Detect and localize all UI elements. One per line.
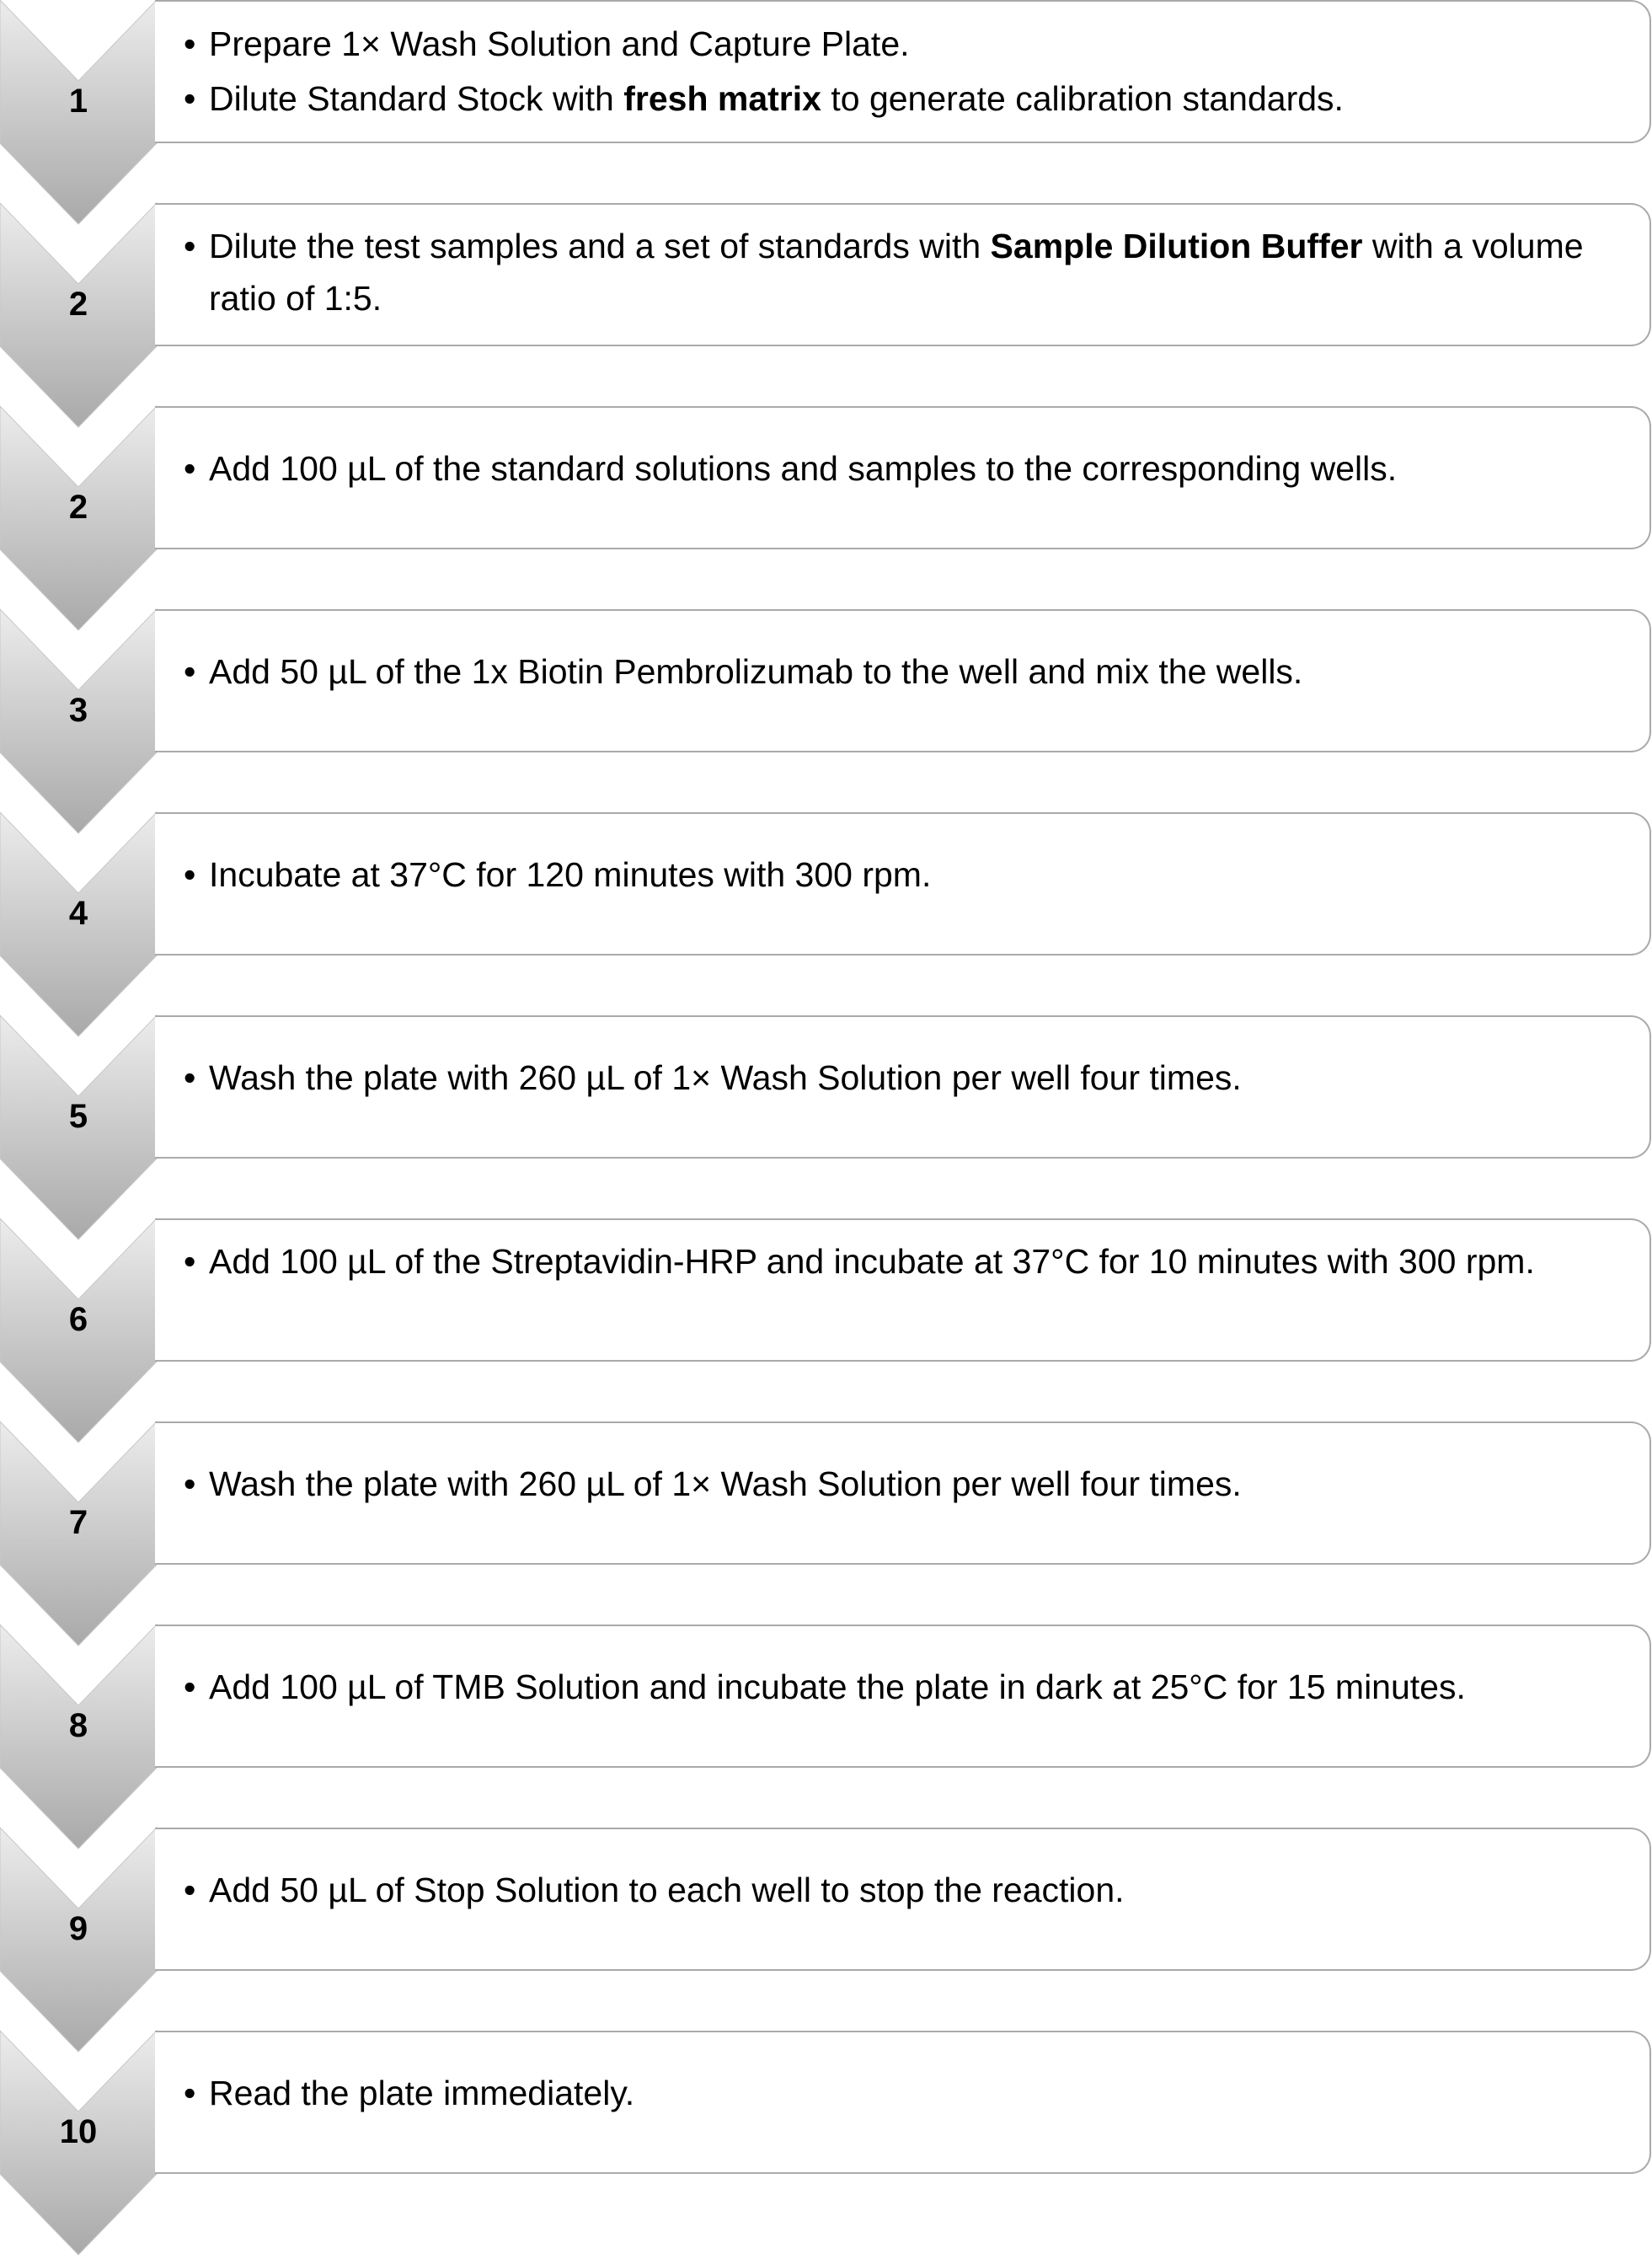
flow-step <box>0 1625 1652 1828</box>
flow-step <box>0 0 1652 203</box>
step-box <box>155 1015 1651 1159</box>
bullet-list <box>182 442 1624 496</box>
bullet-text: Add 100 µL of the Streptavidin-HRP and incubate at 37°C for 10 minutes with 300 rpm. <box>209 1242 1535 1281</box>
flow-step <box>0 406 1652 609</box>
flow-step <box>0 609 1652 812</box>
step-number: 2 <box>68 286 88 323</box>
bullet-list <box>182 645 1624 699</box>
step-box <box>155 1218 1651 1362</box>
bullet-text: Read the plate immediately. <box>209 2074 635 2112</box>
step-box <box>155 0 1651 143</box>
bullet-list <box>182 848 1624 902</box>
bullet-list <box>182 1863 1624 1918</box>
flow-step <box>0 1218 1652 1421</box>
bullet-list <box>182 17 1624 126</box>
step-number: 10 <box>59 2113 98 2150</box>
bullet-list <box>182 1457 1624 1512</box>
step-box <box>155 203 1651 346</box>
bullet-item <box>182 220 1624 324</box>
step-box <box>155 812 1651 956</box>
bullet-item <box>182 442 1624 496</box>
bullet-list <box>182 2066 1624 2121</box>
flow-step <box>0 1015 1652 1218</box>
bullet-item <box>182 848 1624 902</box>
bullet-item <box>182 1051 1624 1105</box>
step-box <box>155 1625 1651 1768</box>
step-box <box>155 2031 1651 2174</box>
bullet-text-bold: fresh matrix <box>623 79 821 118</box>
bullet-text: Dilute the test samples and a set of standards with <box>209 227 991 265</box>
bullet-text: Add 50 µL of Stop Solution to each well to stop the reaction. <box>209 1871 1125 1909</box>
flow-step <box>0 1421 1652 1625</box>
bullet-list <box>182 1235 1624 1287</box>
step-box <box>155 609 1651 752</box>
bullet-text: Wash the plate with 260 µL of 1× Wash Solution per well four times. <box>209 1058 1242 1097</box>
flow-step <box>0 203 1652 406</box>
bullet-item <box>182 17 1624 72</box>
step-number: 8 <box>68 1707 88 1744</box>
bullet-item <box>182 2066 1624 2121</box>
bullet-item <box>182 1863 1624 1918</box>
step-box <box>155 406 1651 549</box>
bullet-list <box>182 1660 1624 1715</box>
step-number: 5 <box>68 1098 88 1135</box>
bullet-list <box>182 1051 1624 1105</box>
step-number: 6 <box>68 1301 88 1338</box>
bullet-text: Add 100 µL of the standard solutions and samples to the corresponding wells. <box>209 449 1398 488</box>
step-number: 4 <box>68 895 88 932</box>
flow-step <box>0 2031 1652 2234</box>
bullet-text-bold: Sample Dilution Buffer <box>990 227 1363 265</box>
flow-step <box>0 812 1652 1015</box>
step-number: 2 <box>68 489 88 526</box>
bullet-item <box>182 645 1624 699</box>
bullet-item <box>182 1660 1624 1715</box>
step-box <box>155 1828 1651 1971</box>
bullet-list <box>182 220 1624 324</box>
step-box <box>155 1421 1651 1565</box>
bullet-item <box>182 1457 1624 1512</box>
step-number: 3 <box>68 692 88 729</box>
bullet-text: Incubate at 37°C for 120 minutes with 300 rpm. <box>209 855 932 894</box>
bullet-text: Add 100 µL of TMB Solution and incubate the plate in dark at 25°C for 15 minutes. <box>209 1667 1466 1706</box>
bullet-item <box>182 1235 1624 1287</box>
bullet-text: Dilute Standard Stock with <box>209 79 624 118</box>
step-number: 1 <box>68 83 88 120</box>
bullet-text: Add 50 µL of the 1x Biotin Pembrolizumab to the well and mix the wells. <box>209 652 1303 691</box>
flow-step <box>0 1828 1652 2031</box>
bullet-text: with a volume ratio of 1:5. <box>209 227 1584 318</box>
step-number: 7 <box>68 1504 88 1541</box>
bullet-text: to generate calibration standards. <box>821 79 1344 118</box>
bullet-text: Wash the plate with 260 µL of 1× Wash Solution per well four times. <box>209 1464 1242 1503</box>
step-number: 9 <box>68 1910 88 1947</box>
bullet-item <box>182 72 1624 126</box>
bullet-text: Prepare 1× Wash Solution and Capture Plate. <box>209 24 910 63</box>
